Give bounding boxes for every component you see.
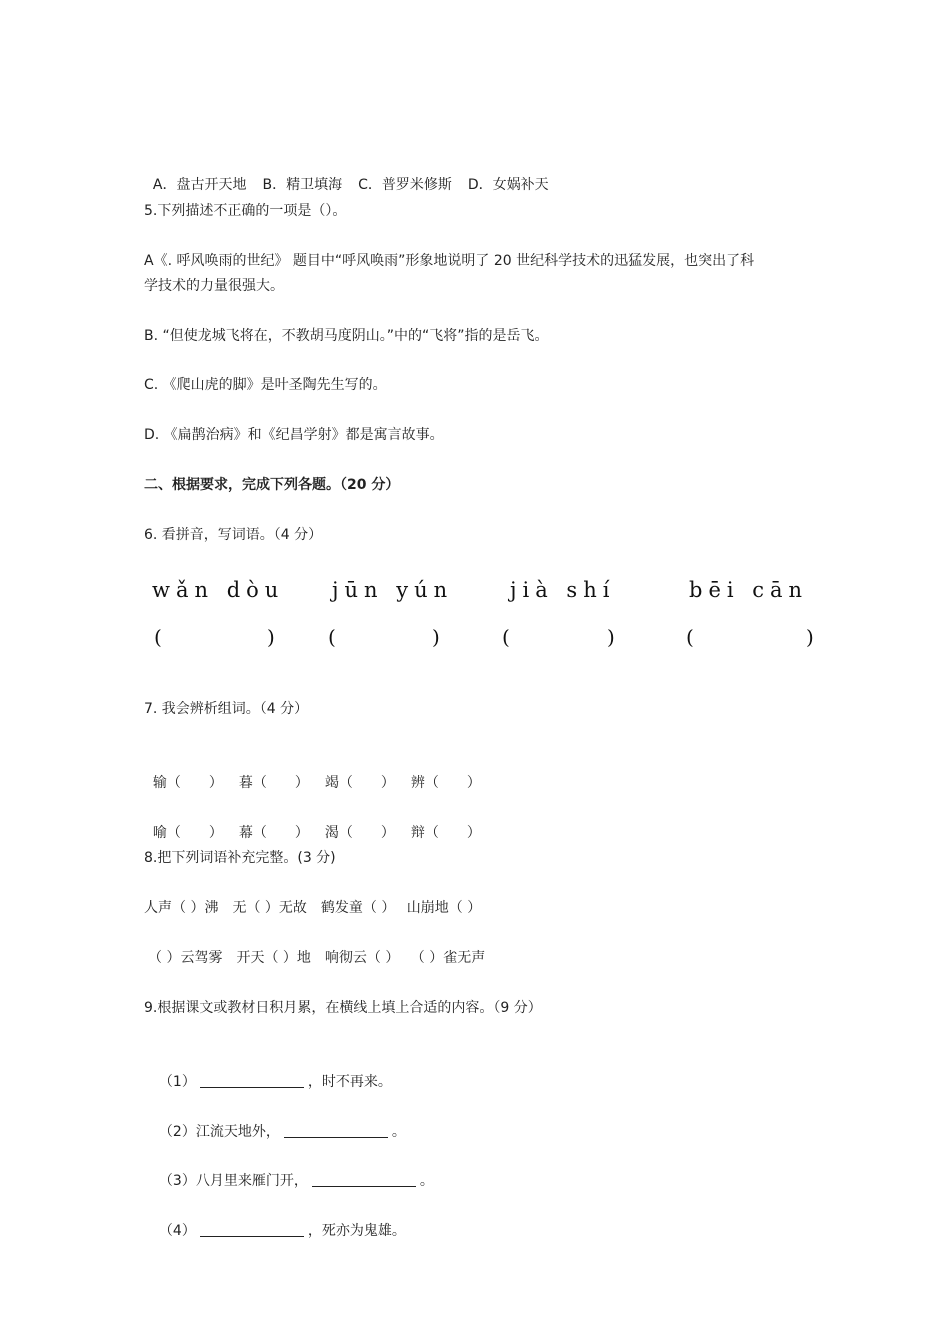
q5-option-a-line1: A《. 呼风唤雨的世纪》 题目中“呼风唤雨”形象地说明了 20 世纪科学技术的迅猛发展，也突出了科 [144,253,755,269]
q7-item: 竭（ ） [324,775,395,791]
fill-in-blank[interactable] [284,1123,388,1138]
fill-in-blank[interactable] [200,1222,304,1237]
pinyin-4: bēi cān [689,578,809,602]
q7-item: 辨（ ） [410,775,481,791]
answer-box-1-close: ) [267,625,275,649]
q5-option-c: C. 《爬山虎的脚》是叶圣陶先生写的。 [144,377,387,393]
q8-stem: 8.把下列词语补充完整。(3 分) [144,850,336,866]
q5-option-d: D. 《扁鹊治病》和《纪昌学射》都是寓言故事。 [144,427,444,443]
q9-item-2 [150,1096,406,1144]
q5-option-a-line2: 学技术的力量很强大。 [144,278,284,294]
q7-row-2 [144,797,481,845]
answer-box-3-open: ( [502,625,510,649]
q4-option-a: A．盘古开天地 [152,177,247,193]
q9-item-text: ，死亦为鬼雄。 [307,1223,406,1239]
q9-item-text: 江流天地外， [195,1124,280,1140]
q9-item-text: 八月里来雁门开， [195,1173,308,1189]
answer-box-3-close: ) [607,625,615,649]
q9-item-number: （2） [158,1124,196,1140]
q7-item: 喻（ ） [152,825,223,841]
q9-item-3 [150,1145,434,1193]
pinyin-3: jià shí [510,578,616,602]
q9-item-number: （1） [158,1074,196,1090]
fill-in-blank[interactable] [200,1073,304,1088]
q9-item-4 [150,1195,406,1243]
q7-item: 幕（ ） [238,825,309,841]
fill-in-blank[interactable] [312,1172,416,1187]
answer-box-2-open: ( [328,625,336,649]
q9-stem: 9.根据课文或教材日积月累，在横线上填上合适的内容。（9 分） [144,1000,542,1016]
q5-option-b: B. “但使龙城飞将在，不教胡马度阴山。”中的“飞将”指的是岳飞。 [144,328,549,344]
q9-item-1 [150,1046,392,1094]
answer-box-4-open: ( [686,625,694,649]
q7-row-1 [144,747,481,795]
section-2-title: 二、根据要求，完成下列各题。（20 分） [144,477,400,493]
q9-item-number: （3） [158,1173,196,1189]
q9-item-text: 。 [419,1173,434,1189]
q9-item-number: （4） [158,1223,196,1239]
q7-item: 输（ ） [152,775,223,791]
q9-item-text: 。 [391,1124,406,1140]
answer-box-4-close: ) [806,625,814,649]
q7-stem: 7. 我会辨析组词。（4 分） [144,701,309,717]
q7-item: 暮（ ） [238,775,309,791]
q4-options [144,149,549,197]
q5-stem: 5.下列描述不正确的一项是（）。 [144,203,347,219]
answer-box-2-close: ) [432,625,440,649]
pinyin-1: wǎn dòu [152,578,285,602]
q9-item-text: ，时不再来。 [307,1074,392,1090]
q4-option-b: B．精卫填海 [262,177,343,193]
q4-option-c: C．普罗米修斯 [358,177,452,193]
pinyin-2: jūn yún [332,578,454,602]
q7-item: 渴（ ） [324,825,395,841]
q8-row-1: 人声（ ）沸 无（ ）无故 鹤发童（ ） 山崩地（ ） [144,900,482,916]
answer-box-1-open: ( [154,625,162,649]
q4-option-d: D．女娲补天 [467,177,549,193]
q7-item: 辩（ ） [410,825,481,841]
q8-row-2: （ ）云驾雾 开天（ ）地 响彻云（ ） （ ）雀无声 [148,950,486,966]
q6-stem: 6. 看拼音，写词语。（4 分） [144,527,323,543]
